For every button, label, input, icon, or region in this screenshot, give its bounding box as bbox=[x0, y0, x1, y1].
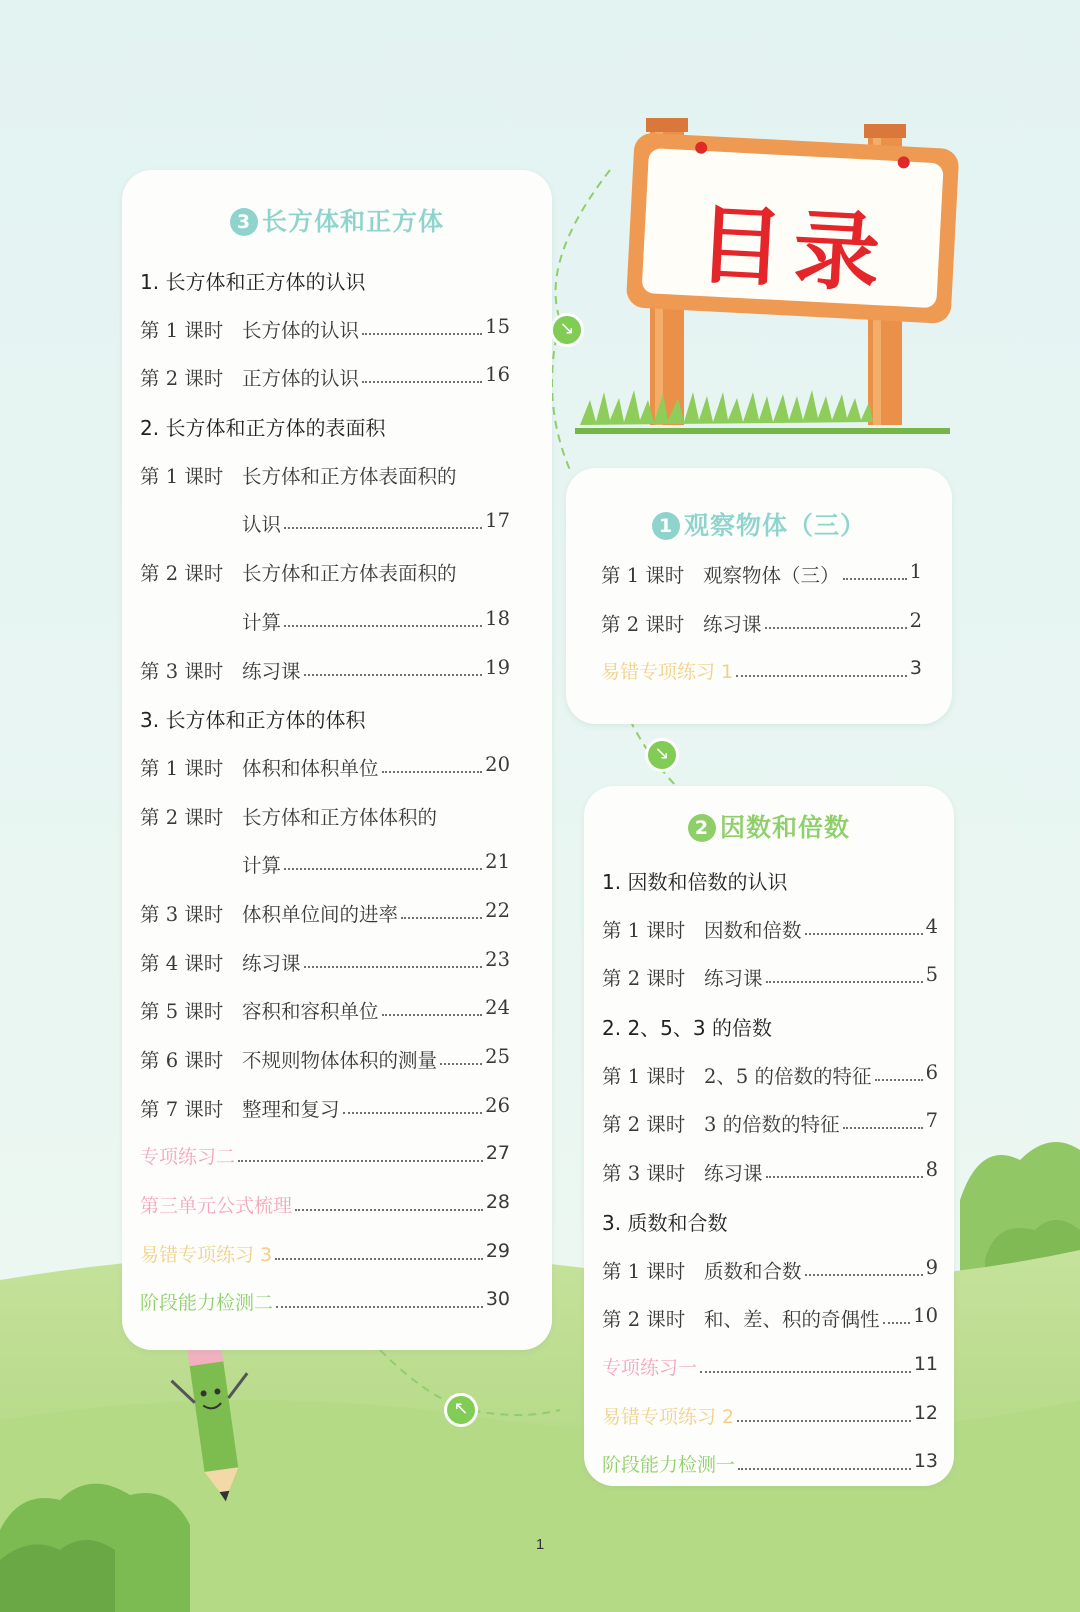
entry-title: 练习课 bbox=[242, 951, 301, 975]
unit2-title-text: 因数和倍数 bbox=[719, 813, 850, 842]
toc-lesson-entry[interactable] bbox=[140, 353, 510, 402]
dot-leader bbox=[275, 1258, 483, 1260]
entry-title: 长方体和正方体体积的 bbox=[242, 805, 438, 829]
dot-leader bbox=[382, 1014, 482, 1016]
lesson-label: 第 1 课时 bbox=[601, 564, 685, 587]
toc-lesson-entry[interactable] bbox=[140, 451, 510, 500]
page-ref: 22 bbox=[485, 898, 510, 922]
page-ref: 7 bbox=[925, 1109, 938, 1133]
page-ref: 30 bbox=[485, 1288, 510, 1311]
entry-title: 阶段能力检测二 bbox=[140, 1292, 274, 1315]
toc-section-heading bbox=[140, 256, 510, 305]
page-ref: 24 bbox=[485, 996, 510, 1020]
page-ref: 16 bbox=[485, 363, 510, 387]
toc-lesson-entry[interactable] bbox=[140, 305, 510, 354]
toc-lesson-entry[interactable] bbox=[140, 889, 510, 938]
page-ref: 28 bbox=[485, 1191, 510, 1214]
dot-leader bbox=[736, 675, 907, 677]
dot-leader bbox=[700, 1371, 911, 1373]
toc-lesson-continuation[interactable] bbox=[140, 840, 510, 889]
section-heading-text: 2. 2、5、3 的倍数 bbox=[602, 1016, 772, 1041]
dot-leader bbox=[765, 627, 907, 629]
toc-section-heading bbox=[602, 1197, 938, 1246]
unit1-toc-list bbox=[601, 550, 922, 696]
page-ref: 4 bbox=[925, 914, 938, 938]
unit1-number-badge: 1 bbox=[652, 512, 680, 540]
lesson-label: 第 2 课时 bbox=[140, 805, 224, 829]
toc-section-heading bbox=[140, 694, 510, 743]
toc-section-heading bbox=[140, 402, 510, 451]
page-ref: 9 bbox=[925, 1255, 938, 1279]
page-ref: 13 bbox=[913, 1450, 938, 1473]
dot-leader bbox=[805, 1274, 923, 1276]
lesson-label: 第 1 课时 bbox=[140, 464, 224, 488]
toc-lesson-entry[interactable] bbox=[602, 1051, 938, 1100]
toc-section-heading bbox=[602, 1002, 938, 1051]
path-arrow-icon: ↖ bbox=[444, 1393, 478, 1427]
path-arrow-icon: ↘ bbox=[550, 313, 584, 347]
entry-title: 正方体的认识 bbox=[242, 367, 360, 391]
toc-lesson-entry[interactable] bbox=[602, 1148, 938, 1197]
page-ref: 19 bbox=[485, 655, 510, 679]
entry-title: 长方体的认识 bbox=[242, 318, 360, 342]
unit2-card bbox=[584, 786, 954, 1486]
page-ref: 5 bbox=[925, 963, 938, 987]
page-ref: 21 bbox=[485, 850, 510, 874]
lesson-label: 第 4 课时 bbox=[140, 951, 224, 975]
toc-lesson-entry[interactable] bbox=[601, 550, 922, 599]
lesson-label: 第 2 课时 bbox=[601, 612, 685, 636]
dot-leader bbox=[766, 1176, 923, 1178]
entry-title: 长方体和正方体表面积的 bbox=[242, 464, 457, 488]
page-ref: 3 bbox=[909, 657, 922, 680]
toc-extra-entry[interactable] bbox=[140, 1132, 510, 1181]
lesson-label: 第 1 课时 bbox=[602, 1259, 686, 1283]
toc-extra-entry[interactable] bbox=[601, 647, 922, 696]
dot-leader bbox=[362, 333, 482, 335]
toc-lesson-continuation[interactable] bbox=[140, 499, 510, 548]
toc-lesson-entry[interactable] bbox=[140, 743, 510, 792]
page-ref: 27 bbox=[485, 1142, 510, 1165]
toc-lesson-entry[interactable] bbox=[602, 1246, 938, 1295]
entry-title: 3 的倍数的特征 bbox=[704, 1113, 840, 1137]
entry-title: 易错专项练习 1 bbox=[601, 661, 734, 684]
dot-leader bbox=[401, 917, 482, 919]
unit2-number-badge: 2 bbox=[688, 814, 716, 842]
dot-leader bbox=[883, 1322, 910, 1324]
lesson-label: 第 7 课时 bbox=[140, 1097, 224, 1121]
toc-extra-entry[interactable] bbox=[602, 1392, 938, 1441]
toc-extra-entry[interactable] bbox=[602, 1440, 938, 1489]
entry-title: 质数和合数 bbox=[704, 1259, 802, 1283]
entry-title: 整理和复习 bbox=[242, 1097, 340, 1121]
dot-leader bbox=[440, 1063, 482, 1065]
page-ref: 18 bbox=[485, 606, 510, 630]
toc-lesson-entry[interactable] bbox=[140, 646, 510, 695]
section-heading-text: 3. 质数和合数 bbox=[602, 1210, 728, 1235]
lesson-label: 第 5 课时 bbox=[140, 1000, 224, 1024]
entry-title: 专项练习一 bbox=[602, 1356, 698, 1379]
page-ref: 17 bbox=[485, 509, 510, 533]
lesson-label: 第 1 课时 bbox=[140, 318, 224, 342]
lesson-label: 第 1 课时 bbox=[602, 918, 686, 942]
dot-leader bbox=[295, 1209, 483, 1211]
lesson-label: 第 2 课时 bbox=[140, 367, 224, 391]
entry-title: 易错专项练习 3 bbox=[140, 1243, 273, 1266]
entry-title: 容积和容积单位 bbox=[242, 1000, 379, 1024]
dot-leader bbox=[738, 1468, 911, 1470]
entry-title: 2、5 的倍数的特征 bbox=[704, 1064, 872, 1088]
section-heading-text: 2. 长方体和正方体的表面积 bbox=[140, 416, 386, 441]
lesson-label: 第 3 课时 bbox=[140, 902, 224, 926]
page-ref: 25 bbox=[485, 1045, 510, 1068]
entry-title: 阶段能力检测一 bbox=[602, 1454, 736, 1477]
dot-leader bbox=[284, 625, 482, 627]
entry-title: 第三单元公式梳理 bbox=[140, 1195, 293, 1218]
entry-title: 练习课 bbox=[242, 659, 301, 683]
page-ref: 23 bbox=[485, 947, 510, 971]
entry-title: 认识 bbox=[242, 513, 282, 537]
dot-leader bbox=[304, 674, 482, 676]
unit1-card bbox=[566, 468, 952, 724]
toc-extra-entry[interactable] bbox=[140, 1278, 510, 1327]
entry-title: 因数和倍数 bbox=[704, 918, 802, 942]
toc-extra-entry[interactable] bbox=[140, 1230, 510, 1279]
toc-extra-entry[interactable] bbox=[602, 1343, 938, 1392]
dot-leader bbox=[284, 868, 482, 870]
toc-sign-title: 目录 bbox=[695, 195, 893, 305]
dot-leader bbox=[343, 1112, 482, 1114]
entry-title: 不规则物体体积的测量 bbox=[242, 1049, 438, 1072]
lesson-label: 第 1 课时 bbox=[140, 756, 224, 780]
toc-lesson-entry[interactable] bbox=[140, 1084, 510, 1133]
entry-title: 和、差、积的奇偶性 bbox=[704, 1308, 880, 1332]
page-ref: 1 bbox=[909, 560, 922, 583]
entry-title: 专项练习二 bbox=[140, 1146, 236, 1169]
dot-leader bbox=[304, 966, 482, 968]
page-ref: 10 bbox=[913, 1304, 938, 1328]
dot-leader bbox=[766, 981, 923, 983]
page-ref: 11 bbox=[913, 1352, 938, 1375]
page-number: 1 bbox=[535, 1536, 545, 1553]
page-ref: 20 bbox=[485, 752, 510, 776]
toc-lesson-entry[interactable] bbox=[140, 1035, 510, 1084]
lesson-label: 第 3 课时 bbox=[140, 659, 224, 683]
entry-title: 体积和体积单位 bbox=[242, 756, 379, 780]
lesson-label: 第 2 课时 bbox=[602, 967, 686, 991]
toc-lesson-entry[interactable] bbox=[140, 548, 510, 597]
section-heading-text: 1. 长方体和正方体的认识 bbox=[140, 270, 366, 294]
toc-lesson-continuation[interactable] bbox=[140, 597, 510, 646]
dot-leader bbox=[276, 1306, 483, 1308]
unit3-number-badge: 3 bbox=[230, 208, 258, 236]
dot-leader bbox=[805, 933, 923, 935]
toc-lesson-entry[interactable] bbox=[602, 953, 938, 1002]
entry-title: 练习课 bbox=[703, 612, 762, 636]
dot-leader bbox=[843, 1127, 923, 1129]
dot-leader bbox=[875, 1079, 923, 1081]
entry-title: 计算 bbox=[242, 610, 282, 634]
path-arrow-icon: ↘ bbox=[645, 738, 679, 772]
page-ref: 29 bbox=[485, 1239, 510, 1262]
toc-lesson-entry[interactable] bbox=[602, 1099, 938, 1148]
dot-leader bbox=[843, 578, 907, 580]
toc-lesson-entry[interactable] bbox=[140, 792, 510, 841]
unit3-title bbox=[122, 202, 552, 238]
lesson-label: 第 1 课时 bbox=[602, 1064, 686, 1088]
page-ref: 15 bbox=[485, 314, 510, 338]
entry-title: 观察物体（三） bbox=[703, 564, 840, 587]
toc-lesson-entry[interactable] bbox=[602, 905, 938, 954]
page-ref: 26 bbox=[485, 1093, 510, 1117]
page-ref: 8 bbox=[925, 1158, 938, 1182]
page-ref: 6 bbox=[925, 1060, 938, 1084]
toc-lesson-entry[interactable] bbox=[602, 1294, 938, 1343]
toc-extra-entry[interactable] bbox=[140, 1181, 510, 1230]
unit1-title bbox=[566, 506, 952, 542]
unit2-title bbox=[584, 808, 954, 844]
unit1-title-text: 观察物体（三） bbox=[683, 511, 866, 540]
entry-title: 计算 bbox=[242, 854, 282, 878]
entry-title: 易错专项练习 2 bbox=[602, 1405, 735, 1428]
toc-lesson-entry[interactable] bbox=[140, 938, 510, 987]
toc-lesson-entry[interactable] bbox=[140, 986, 510, 1035]
dot-leader bbox=[382, 771, 482, 773]
lesson-label: 第 2 课时 bbox=[140, 562, 224, 586]
unit3-toc-list bbox=[140, 256, 510, 1327]
lesson-label: 第 6 课时 bbox=[140, 1049, 224, 1072]
dot-leader bbox=[362, 381, 482, 383]
dot-leader bbox=[284, 527, 482, 529]
unit3-card bbox=[122, 170, 552, 1350]
lesson-label: 第 3 课时 bbox=[602, 1162, 686, 1186]
section-heading-text: 1. 因数和倍数的认识 bbox=[602, 870, 788, 894]
section-heading-text: 3. 长方体和正方体的体积 bbox=[140, 708, 366, 733]
entry-title: 长方体和正方体表面积的 bbox=[242, 562, 457, 586]
toc-lesson-entry[interactable] bbox=[601, 599, 922, 648]
unit3-title-text: 长方体和正方体 bbox=[261, 207, 444, 236]
entry-title: 练习课 bbox=[704, 967, 763, 991]
dot-leader bbox=[238, 1160, 483, 1162]
lesson-label: 第 2 课时 bbox=[602, 1308, 686, 1332]
entry-title: 体积单位间的进率 bbox=[242, 902, 399, 926]
lesson-label: 第 2 课时 bbox=[602, 1113, 686, 1137]
unit2-toc-list bbox=[602, 856, 938, 1489]
entry-title: 练习课 bbox=[704, 1162, 763, 1186]
dot-leader bbox=[737, 1420, 911, 1422]
page-ref: 2 bbox=[909, 608, 922, 632]
page-ref: 12 bbox=[913, 1401, 938, 1424]
toc-section-heading bbox=[602, 856, 938, 905]
